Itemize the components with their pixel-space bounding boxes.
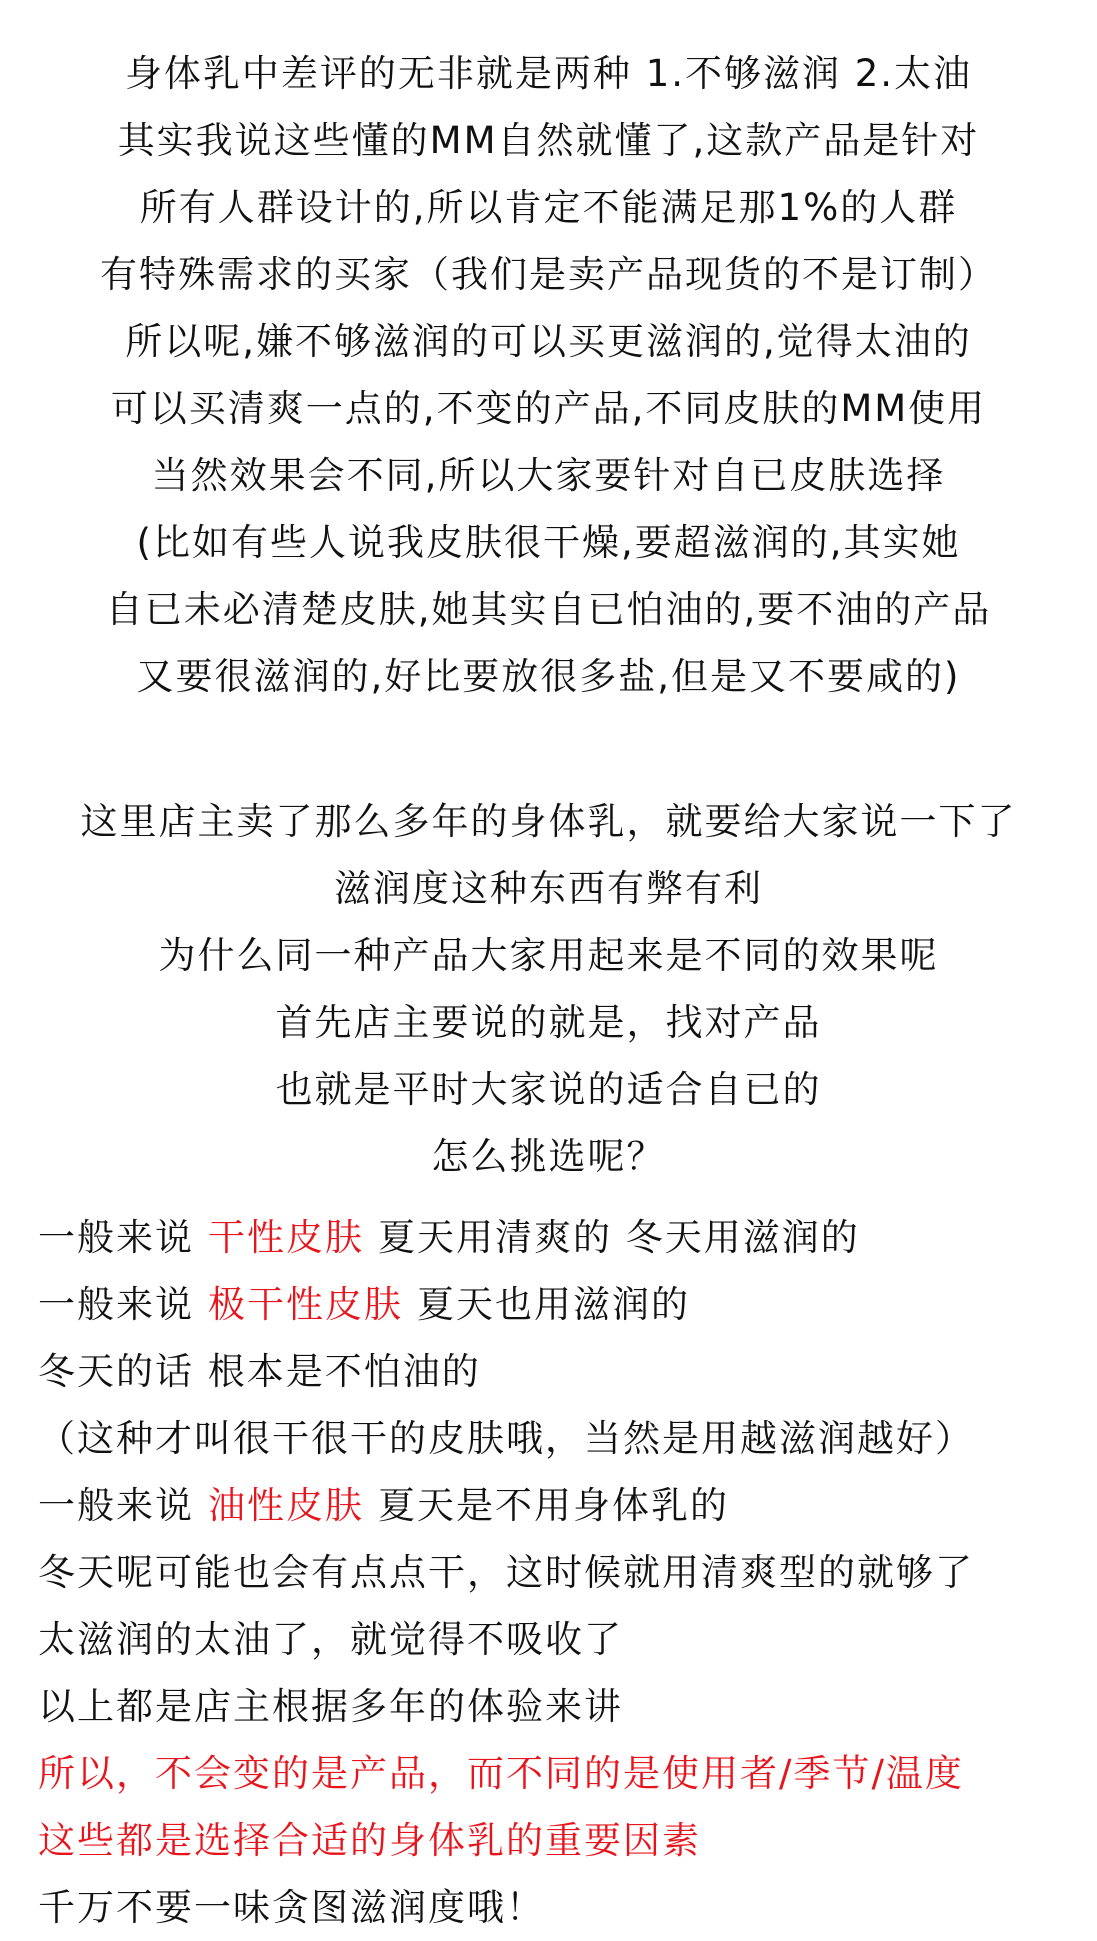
text-line: 为什么同一种产品大家用起来是不同的效果呢 <box>158 934 939 977</box>
highlight-dry-skin: 干性皮肤 <box>208 1216 364 1259</box>
text-line: 太滋润的太油了，就觉得不吸收了 <box>38 1618 623 1661</box>
text-line: 首先店主要说的就是，找对产品 <box>275 1001 822 1044</box>
line-prefix: 一般来说 <box>38 1283 194 1326</box>
text-line: 所有人群设计的,所以肯定不能满足那1%的人群 <box>139 186 958 229</box>
text-line: 可以买清爽一点的,不变的产品,不同皮肤的MM使用 <box>110 387 987 430</box>
text-line: 怎么挑选呢？ <box>431 1135 666 1178</box>
text-line: 冬天的话 根本是不怕油的 <box>38 1350 481 1393</box>
text-line: (比如有些人说我皮肤很干燥,要超滋润的,其实她 <box>136 521 961 564</box>
text-line: 冬天呢可能也会有点点干，这时候就用清爽型的就够了 <box>38 1551 974 1594</box>
section-spacer <box>0 710 1097 788</box>
very-dry-skin-line <box>0 1271 1097 1338</box>
text-line: 身体乳中差评的无非就是两种 1.不够滋润 2.太油 <box>124 52 973 95</box>
text-line: 自已未必清楚皮肤,她其实自已怕油的,要不油的产品 <box>105 588 992 631</box>
line-suffix: 夏天用清爽的 冬天用滋润的 <box>378 1216 860 1259</box>
text-line: 有特殊需求的买家（我们是卖产品现货的不是订制） <box>100 253 997 296</box>
text-line: （这种才叫很干很干的皮肤哦，当然是用越滋润越好） <box>38 1417 974 1460</box>
text-line: 也就是平时大家说的适合自已的 <box>275 1068 822 1111</box>
text-line: 滋润度这种东西有弊有利 <box>334 867 763 910</box>
line-prefix: 一般来说 <box>38 1484 194 1527</box>
oily-skin-line <box>0 1472 1097 1539</box>
line-suffix: 夏天也用滋润的 <box>417 1283 690 1326</box>
key-message-line: 这些都是选择合适的身体乳的重要因素 <box>38 1819 701 1862</box>
text-line: 又要很滋润的,好比要放很多盐,但是又不要咸的) <box>136 655 961 698</box>
closing-line: 千万不要一味贪图滋润度哦！ <box>38 1886 545 1929</box>
dry-skin-line <box>0 1204 1097 1271</box>
text-line: 这里店主卖了那么多年的身体乳，就要给大家说一下了 <box>80 800 1017 843</box>
skin-type-guide-section <box>0 1204 1097 1941</box>
highlight-very-dry-skin: 极干性皮肤 <box>208 1283 403 1326</box>
line-suffix: 夏天是不用身体乳的 <box>378 1484 729 1527</box>
text-line: 当然效果会不同,所以大家要针对自已皮肤选择 <box>151 454 946 497</box>
disclaimer-section <box>0 40 1097 710</box>
text-line: 以上都是店主根据多年的体验来讲 <box>38 1685 623 1728</box>
intro-section <box>0 788 1097 1190</box>
text-line: 其实我说这些懂的MM自然就懂了,这款产品是针对 <box>117 119 980 162</box>
text-line: 所以呢,嫌不够滋润的可以买更滋润的,觉得太油的 <box>125 320 972 363</box>
section-spacer <box>0 1190 1097 1204</box>
line-prefix: 一般来说 <box>38 1216 194 1259</box>
highlight-oily-skin: 油性皮肤 <box>208 1484 364 1527</box>
key-message-line: 所以，不会变的是产品，而不同的是使用者/季节/温度 <box>38 1752 964 1795</box>
